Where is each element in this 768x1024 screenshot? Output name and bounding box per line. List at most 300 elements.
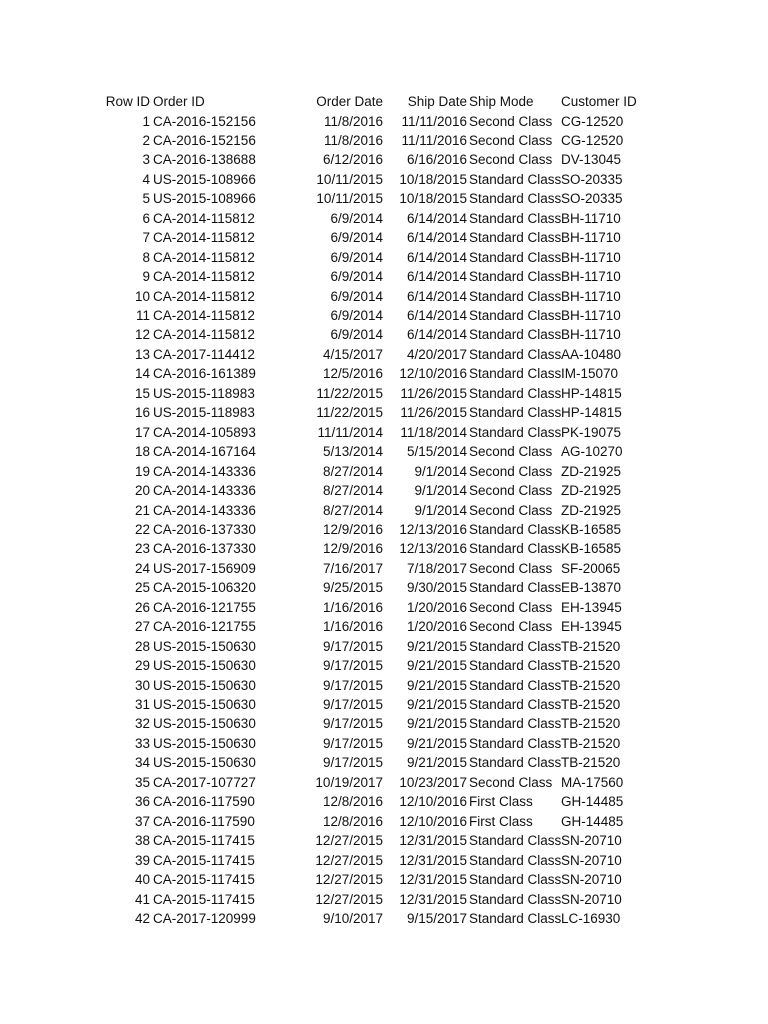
table-row	[0, 559, 768, 579]
cell-ship-date: 1/20/2016	[406, 619, 467, 635]
cell-order-date: 11/8/2016	[323, 113, 383, 129]
cell-ship-mode: Standard Class	[469, 346, 562, 362]
cell-order-date: 8/27/2014	[322, 463, 383, 479]
cell-row-id: 15	[134, 385, 150, 401]
cell-ship-mode: Standard Class	[469, 366, 562, 382]
cell-row-id: 13	[134, 346, 150, 362]
table-row	[0, 753, 768, 773]
cell-customer-id: SN-20710	[561, 872, 622, 888]
table-row	[0, 870, 768, 890]
cell-order-id: US-2015-118983	[153, 405, 255, 421]
cell-order-id: CA-2014-115812	[153, 230, 255, 246]
cell-ship-date: 10/18/2015	[399, 191, 467, 207]
cell-order-date: 6/12/2016	[322, 152, 383, 168]
cell-row-id: 17	[134, 424, 150, 440]
cell-ship-mode: Standard Class	[469, 833, 562, 849]
cell-order-id: CA-2014-143336	[153, 502, 256, 518]
cell-customer-id: ZD-21925	[561, 463, 622, 479]
cell-ship-mode: Standard Class	[469, 658, 562, 674]
cell-ship-date: 6/14/2014	[406, 269, 467, 285]
cell-order-id: CA-2016-161389	[153, 366, 256, 382]
cell-ship-date: 12/31/2015	[399, 833, 467, 849]
cell-ship-date: 9/21/2015	[406, 677, 467, 693]
cell-ship-date: 5/15/2014	[406, 444, 467, 460]
cell-order-date: 4/15/2017	[322, 346, 383, 362]
table-row	[0, 734, 768, 754]
cell-customer-id: BH-11710	[561, 230, 621, 246]
cell-row-id: 34	[134, 755, 150, 771]
cell-ship-date: 9/30/2015	[406, 580, 467, 596]
cell-customer-id: AA-10480	[561, 346, 622, 362]
cell-row-id: 2	[142, 132, 150, 148]
table-row	[0, 112, 768, 132]
cell-ship-mode: Standard Class	[469, 697, 562, 712]
table-row	[0, 851, 768, 871]
cell-order-date: 9/17/2015	[322, 735, 383, 751]
cell-customer-id: EH-13945	[561, 619, 622, 635]
table-row	[0, 714, 768, 734]
cell-ship-date: 12/31/2015	[399, 852, 467, 868]
cell-row-id: 19	[134, 463, 150, 479]
cell-row-id: 32	[134, 716, 150, 732]
cell-customer-id: TB-21520	[561, 735, 621, 751]
cell-order-date: 12/9/2016	[322, 541, 383, 557]
table-row	[0, 403, 768, 423]
cell-ship-mode: Standard Class	[469, 541, 562, 557]
cell-ship-date: 6/14/2014	[406, 327, 467, 343]
cell-ship-mode: Second Class	[469, 483, 553, 499]
cell-order-date: 12/27/2015	[315, 833, 383, 849]
table-row	[0, 228, 768, 248]
table-row	[0, 287, 768, 307]
cell-ship-date: 4/20/2017	[406, 346, 467, 362]
table-row	[0, 773, 768, 793]
header-customer-id: Customer ID	[561, 94, 637, 109]
cell-row-id: 4	[142, 171, 150, 187]
cell-order-date: 9/25/2015	[322, 580, 383, 596]
cell-ship-mode: Standard Class	[469, 716, 562, 732]
cell-ship-date: 6/16/2016	[406, 152, 467, 168]
cell-ship-date: 9/21/2015	[406, 658, 467, 674]
cell-order-date: 10/19/2017	[315, 774, 383, 790]
cell-ship-mode: Second Class	[469, 152, 553, 168]
table-row	[0, 792, 768, 812]
cell-row-id: 8	[142, 249, 150, 265]
cell-ship-mode: Second Class	[469, 502, 553, 518]
table-row	[0, 325, 768, 345]
cell-ship-mode: Standard Class	[469, 327, 562, 343]
table-row	[0, 384, 768, 404]
cell-order-date: 6/9/2014	[330, 269, 383, 285]
cell-order-date: 11/8/2016	[323, 132, 383, 148]
cell-row-id: 41	[134, 891, 150, 907]
cell-order-id: CA-2016-152156	[153, 132, 256, 148]
cell-ship-date: 1/20/2016	[406, 599, 467, 615]
cell-customer-id: LC-16930	[561, 910, 621, 926]
cell-order-id: CA-2015-106320	[153, 580, 256, 596]
cell-row-id: 28	[134, 638, 150, 654]
cell-ship-mode: Standard Class	[469, 910, 562, 926]
cell-ship-date: 11/11/2016	[401, 113, 467, 129]
table-row	[0, 131, 768, 151]
cell-customer-id: KB-16585	[561, 541, 622, 557]
table-row	[0, 345, 768, 365]
cell-ship-date: 9/21/2015	[406, 638, 467, 654]
table-row	[0, 890, 768, 910]
cell-ship-date: 12/31/2015	[399, 872, 467, 888]
cell-customer-id: SO-20335	[561, 171, 623, 187]
cell-ship-date: 11/26/2015	[400, 385, 467, 401]
cell-ship-date: 12/13/2016	[399, 521, 467, 537]
cell-ship-date: 9/21/2015	[406, 716, 467, 732]
cell-row-id: 6	[142, 210, 150, 226]
table-row	[0, 306, 768, 326]
cell-row-id: 30	[134, 677, 150, 693]
cell-customer-id: EB-13870	[561, 580, 622, 596]
cell-ship-mode: Second Class	[469, 599, 553, 615]
table-row	[0, 423, 768, 443]
cell-ship-date: 12/10/2016	[399, 794, 467, 810]
cell-ship-mode: Second Class	[469, 113, 553, 129]
cell-order-id: CA-2016-117590	[153, 794, 255, 810]
cell-ship-date: 6/14/2014	[406, 308, 467, 323]
cell-order-date: 9/17/2015	[322, 755, 383, 771]
header-ship-date: Ship Date	[407, 94, 467, 109]
cell-order-date: 1/16/2016	[322, 619, 383, 635]
cell-order-id: CA-2014-167164	[153, 444, 256, 460]
cell-row-id: 29	[134, 658, 150, 674]
cell-ship-date: 12/13/2016	[399, 541, 467, 557]
cell-order-date: 6/9/2014	[330, 249, 383, 265]
cell-order-date: 6/9/2014	[330, 288, 383, 304]
table-row	[0, 267, 768, 287]
cell-order-id: CA-2016-121755	[153, 619, 256, 635]
cell-row-id: 31	[134, 697, 150, 712]
cell-ship-mode: First Class	[469, 813, 533, 829]
cell-order-date: 12/8/2016	[322, 794, 383, 810]
cell-customer-id: EH-13945	[561, 599, 622, 615]
cell-ship-date: 9/21/2015	[406, 735, 467, 751]
cell-customer-id: ZD-21925	[561, 483, 622, 499]
header-order-date: Order Date	[316, 94, 383, 109]
cell-row-id: 25	[134, 580, 150, 596]
cell-row-id: 21	[134, 502, 150, 518]
cell-ship-mode: Standard Class	[469, 521, 562, 537]
cell-ship-mode: Standard Class	[469, 891, 562, 907]
cell-order-id: CA-2014-105893	[153, 424, 256, 440]
cell-customer-id: SN-20710	[561, 833, 622, 849]
cell-row-id: 7	[142, 230, 150, 246]
cell-customer-id: SN-20710	[561, 891, 622, 907]
cell-row-id: 36	[134, 794, 150, 810]
cell-order-date: 8/27/2014	[322, 502, 383, 518]
cell-order-id: CA-2014-143336	[153, 483, 256, 499]
cell-order-date: 9/17/2015	[322, 677, 383, 693]
cell-order-id: US-2015-150630	[153, 638, 256, 654]
table-row	[0, 209, 768, 229]
cell-customer-id: GH-14485	[561, 794, 624, 810]
cell-customer-id: GH-14485	[561, 813, 624, 829]
cell-ship-mode: Standard Class	[469, 405, 562, 421]
cell-order-id: US-2015-150630	[153, 658, 256, 674]
cell-order-date: 10/11/2015	[316, 191, 383, 207]
cell-ship-date: 11/11/2016	[401, 132, 467, 148]
cell-order-id: CA-2014-115812	[153, 327, 255, 343]
cell-ship-date: 9/1/2014	[414, 483, 467, 499]
cell-customer-id: TB-21520	[561, 677, 621, 693]
cell-order-date: 9/17/2015	[322, 716, 383, 732]
cell-order-id: CA-2016-137330	[153, 541, 256, 557]
cell-ship-mode: Second Class	[469, 444, 553, 460]
cell-row-id: 14	[134, 366, 150, 382]
cell-order-date: 6/9/2014	[330, 210, 383, 226]
cell-ship-mode: Second Class	[469, 774, 553, 790]
cell-order-date: 7/16/2017	[322, 560, 383, 576]
cell-customer-id: TB-21520	[561, 697, 621, 712]
cell-ship-date: 6/14/2014	[406, 210, 467, 226]
cell-ship-date: 6/14/2014	[406, 249, 467, 265]
cell-order-id: CA-2014-115812	[153, 249, 255, 265]
cell-order-id: CA-2016-138688	[153, 152, 256, 168]
cell-ship-date: 6/14/2014	[406, 230, 467, 246]
header-row	[0, 92, 768, 112]
cell-order-id: CA-2015-117415	[153, 852, 255, 868]
header-order-id: Order ID	[153, 94, 205, 109]
table-row	[0, 637, 768, 657]
cell-customer-id: MA-17560	[561, 774, 624, 790]
cell-customer-id: BH-11710	[561, 308, 621, 323]
cell-customer-id: TB-21520	[561, 658, 621, 674]
cell-customer-id: BH-11710	[561, 288, 621, 304]
cell-ship-mode: Second Class	[469, 619, 553, 635]
cell-ship-date: 12/10/2016	[399, 366, 467, 382]
cell-ship-date: 11/26/2015	[400, 405, 467, 421]
cell-order-id: US-2015-150630	[153, 677, 256, 693]
cell-row-id: 22	[134, 521, 150, 537]
cell-customer-id: CG-12520	[561, 132, 624, 148]
cell-ship-mode: Standard Class	[469, 308, 562, 323]
cell-ship-date: 9/21/2015	[406, 697, 467, 712]
cell-customer-id: BH-11710	[561, 210, 621, 226]
cell-customer-id: HP-14815	[561, 385, 622, 401]
cell-order-date: 6/9/2014	[330, 308, 383, 323]
cell-order-date: 12/27/2015	[315, 872, 383, 888]
cell-customer-id: SO-20335	[561, 191, 623, 207]
table-row	[0, 462, 768, 482]
cell-order-date: 5/13/2014	[322, 444, 383, 460]
cell-customer-id: BH-11710	[561, 249, 621, 265]
cell-order-id: CA-2014-115812	[153, 288, 255, 304]
table-row	[0, 520, 768, 540]
cell-ship-mode: Standard Class	[469, 638, 562, 654]
cell-row-id: 40	[134, 872, 150, 888]
cell-order-date: 8/27/2014	[322, 483, 383, 499]
cell-ship-date: 7/18/2017	[406, 560, 467, 576]
cell-order-date: 10/11/2015	[316, 171, 383, 187]
cell-ship-mode: Standard Class	[469, 191, 562, 207]
table-row	[0, 656, 768, 676]
cell-ship-mode: Standard Class	[469, 872, 562, 888]
table-row	[0, 364, 768, 384]
cell-order-date: 12/9/2016	[322, 521, 383, 537]
cell-customer-id: ZD-21925	[561, 502, 622, 518]
cell-row-id: 16	[134, 405, 150, 421]
cell-order-id: CA-2017-107727	[153, 774, 256, 790]
table-row	[0, 695, 768, 715]
cell-order-id: CA-2016-117590	[153, 813, 255, 829]
cell-order-date: 9/17/2015	[322, 658, 383, 674]
cell-ship-mode: Second Class	[469, 560, 553, 576]
cell-ship-date: 10/18/2015	[399, 171, 467, 187]
table-row	[0, 189, 768, 209]
cell-row-id: 11	[135, 308, 150, 323]
cell-ship-mode: Standard Class	[469, 249, 562, 265]
cell-row-id: 1	[142, 113, 150, 129]
cell-row-id: 39	[134, 852, 150, 868]
cell-ship-date: 12/31/2015	[399, 891, 467, 907]
cell-order-date: 9/17/2015	[322, 638, 383, 654]
cell-order-date: 9/17/2015	[322, 697, 383, 712]
cell-order-id: US-2015-150630	[153, 735, 256, 751]
cell-order-id: CA-2015-117415	[153, 872, 255, 888]
cell-customer-id: BH-11710	[561, 269, 621, 285]
cell-order-id: US-2015-150630	[153, 755, 256, 771]
cell-customer-id: IM-15070	[561, 366, 619, 382]
cell-row-id: 18	[134, 444, 150, 460]
cell-customer-id: TB-21520	[561, 638, 621, 654]
cell-order-id: CA-2016-152156	[153, 113, 256, 129]
cell-ship-date: 9/15/2017	[406, 910, 467, 926]
cell-customer-id: SF-20065	[561, 560, 621, 576]
cell-ship-mode: Standard Class	[469, 852, 562, 868]
cell-order-id: US-2015-108966	[153, 171, 256, 187]
cell-order-date: 1/16/2016	[322, 599, 383, 615]
cell-ship-mode: Standard Class	[469, 210, 562, 226]
cell-ship-mode: Second Class	[469, 463, 553, 479]
table-row	[0, 909, 768, 929]
cell-customer-id: SN-20710	[561, 852, 622, 868]
cell-ship-mode: Standard Class	[469, 288, 562, 304]
cell-customer-id: TB-21520	[561, 716, 621, 732]
cell-ship-mode: Standard Class	[469, 424, 562, 440]
cell-order-id: CA-2015-117415	[153, 833, 255, 849]
cell-customer-id: BH-11710	[561, 327, 621, 343]
cell-ship-mode: Standard Class	[469, 677, 562, 693]
cell-order-date: 11/11/2014	[317, 424, 383, 440]
cell-ship-mode: Standard Class	[469, 230, 562, 246]
table-row	[0, 831, 768, 851]
cell-customer-id: PK-19075	[561, 424, 622, 440]
cell-row-id: 26	[134, 599, 150, 615]
cell-ship-mode: Standard Class	[469, 735, 562, 751]
cell-ship-date: 9/1/2014	[414, 502, 467, 518]
table-row	[0, 578, 768, 598]
table-row	[0, 617, 768, 637]
cell-order-id: CA-2015-117415	[153, 891, 255, 907]
cell-customer-id: KB-16585	[561, 521, 622, 537]
cell-ship-date: 11/18/2014	[400, 424, 467, 440]
cell-order-date: 6/9/2014	[330, 327, 383, 343]
cell-order-date: 12/27/2015	[315, 891, 383, 907]
cell-order-id: CA-2014-115812	[153, 269, 255, 285]
cell-customer-id: HP-14815	[561, 405, 622, 421]
cell-order-date: 6/9/2014	[330, 230, 383, 246]
cell-order-id: US-2015-150630	[153, 697, 256, 712]
table-row	[0, 598, 768, 618]
table-row	[0, 150, 768, 170]
cell-ship-mode: Standard Class	[469, 755, 562, 771]
table-row	[0, 442, 768, 462]
cell-order-id: CA-2016-137330	[153, 521, 256, 537]
cell-row-id: 37	[134, 813, 150, 829]
cell-customer-id: TB-21520	[561, 755, 621, 771]
cell-ship-mode: Standard Class	[469, 269, 562, 285]
cell-order-id: CA-2014-115812	[153, 210, 255, 226]
table-row	[0, 248, 768, 268]
cell-order-date: 12/5/2016	[322, 366, 383, 382]
cell-order-id: US-2015-108966	[153, 191, 256, 207]
cell-order-id: CA-2016-121755	[153, 599, 256, 615]
cell-ship-mode: Standard Class	[469, 580, 562, 596]
cell-order-id: CA-2014-115812	[153, 308, 255, 323]
cell-row-id: 20	[134, 483, 150, 499]
cell-ship-date: 9/1/2014	[414, 463, 467, 479]
cell-row-id: 5	[142, 191, 150, 207]
cell-order-date: 11/22/2015	[316, 385, 383, 401]
cell-row-id: 38	[134, 833, 150, 849]
cell-order-id: US-2015-118983	[153, 385, 255, 401]
cell-ship-date: 12/10/2016	[399, 813, 467, 829]
table-row	[0, 812, 768, 832]
cell-order-id: CA-2014-143336	[153, 463, 256, 479]
cell-customer-id: DV-13045	[561, 152, 622, 168]
cell-row-id: 27	[134, 619, 150, 635]
cell-row-id: 42	[134, 910, 150, 926]
cell-order-date: 12/8/2016	[322, 813, 383, 829]
cell-row-id: 10	[134, 288, 150, 304]
cell-order-date: 11/22/2015	[316, 405, 383, 421]
cell-customer-id: CG-12520	[561, 113, 624, 129]
cell-customer-id: AG-10270	[561, 444, 623, 460]
table-row	[0, 501, 768, 521]
cell-order-date: 9/10/2017	[322, 910, 383, 926]
table-row	[0, 539, 768, 559]
cell-ship-date: 10/23/2017	[399, 774, 467, 790]
cell-ship-mode: Standard Class	[469, 385, 562, 401]
cell-row-id: 23	[134, 541, 150, 557]
cell-row-id: 9	[142, 269, 150, 285]
cell-ship-mode: Standard Class	[469, 171, 562, 187]
cell-row-id: 33	[134, 735, 150, 751]
header-ship-mode: Ship Mode	[469, 94, 534, 109]
cell-order-id: CA-2017-120999	[153, 910, 256, 926]
cell-order-id: US-2017-156909	[153, 560, 256, 576]
cell-row-id: 12	[134, 327, 150, 343]
cell-row-id: 24	[134, 560, 150, 576]
cell-order-id: US-2015-150630	[153, 716, 256, 732]
cell-ship-date: 6/14/2014	[406, 288, 467, 304]
table-row	[0, 676, 768, 696]
table-row	[0, 170, 768, 190]
cell-order-date: 12/27/2015	[315, 852, 383, 868]
cell-ship-mode: First Class	[469, 794, 533, 810]
cell-row-id: 3	[142, 152, 150, 168]
cell-ship-mode: Second Class	[469, 132, 553, 148]
table-row	[0, 481, 768, 501]
cell-order-id: CA-2017-114412	[153, 346, 255, 362]
cell-row-id: 35	[134, 774, 150, 790]
cell-ship-date: 9/21/2015	[406, 755, 467, 771]
